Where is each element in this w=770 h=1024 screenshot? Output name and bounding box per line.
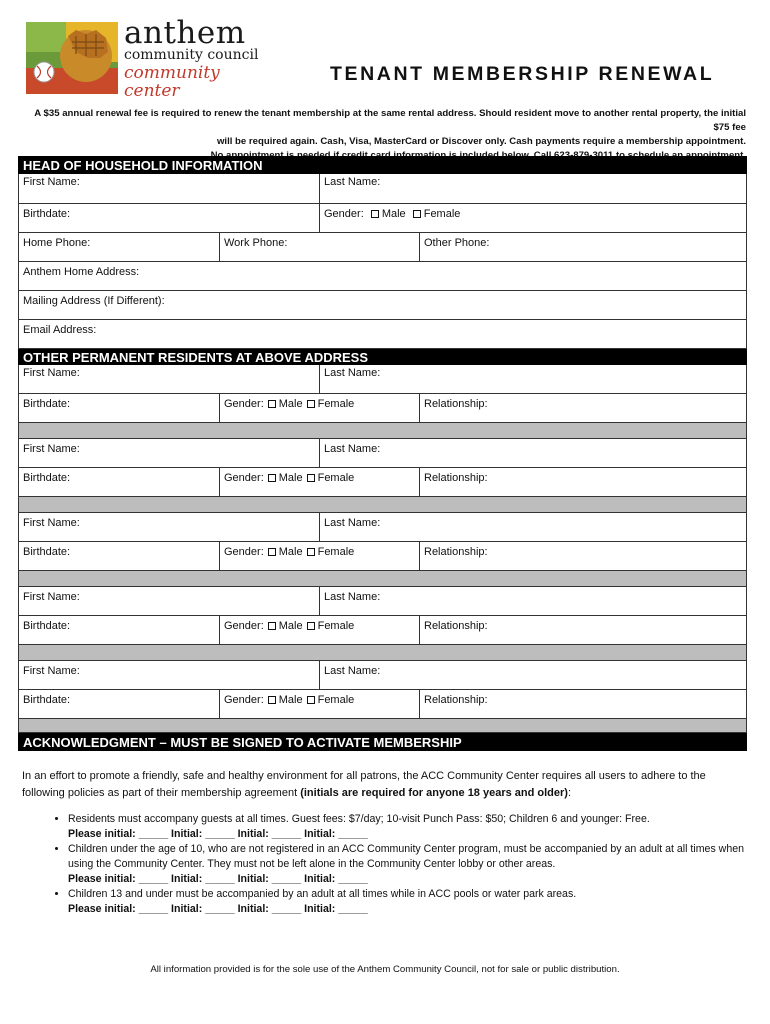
membership-form <box>18 156 747 751</box>
resident-name-row <box>18 513 747 542</box>
acknowledgment-section <box>22 768 748 917</box>
resident-last-name-field[interactable]: Last Name: <box>319 439 746 467</box>
male-checkbox[interactable] <box>268 400 276 408</box>
resident-relationship-field[interactable]: Relationship: <box>419 468 746 496</box>
mailing-address-field[interactable]: Mailing Address (If Different): <box>23 295 165 307</box>
resident-gender-field: Gender: Male Female <box>219 616 419 644</box>
email-field[interactable]: Email Address: <box>23 324 97 336</box>
other-phone-field[interactable]: Other Phone: <box>419 233 746 261</box>
home-phone-field[interactable]: Home Phone: <box>23 237 91 249</box>
resident-last-name-field[interactable]: Last Name: <box>319 587 746 615</box>
intro-line-2: will be required again. Cash, Visa, MasterCard or Discover only. Cash payments require a membership appointment. <box>216 136 746 147</box>
female-checkbox[interactable] <box>307 548 315 556</box>
mailing-address-row <box>18 291 747 320</box>
head-phone-row <box>18 233 747 262</box>
male-checkbox[interactable] <box>371 210 379 218</box>
ack-intro: In an effort to promote a friendly, safe and healthy environment for all patrons, the ACC Community Center requires all users to adhere to the following policies as part of their membership agreement (initials are required for anyone 18 years and older): <box>22 770 706 799</box>
resident-separator <box>18 571 747 587</box>
male-checkbox[interactable] <box>268 548 276 556</box>
resident-first-name-field[interactable]: First Name: <box>23 517 80 529</box>
initials-field[interactable]: Please initial: _____ Initial: _____ Initial: _____ Initial: _____ <box>68 828 368 840</box>
female-checkbox[interactable] <box>307 622 315 630</box>
intro-notice <box>16 107 746 163</box>
resident-gender-field: Gender: Male Female <box>219 394 419 422</box>
resident-last-name-field[interactable]: Last Name: <box>319 365 746 393</box>
female-checkbox[interactable] <box>307 474 315 482</box>
email-row <box>18 320 747 349</box>
resident-detail-row <box>18 468 747 497</box>
head-birthdate-field[interactable]: Birthdate: <box>23 208 71 220</box>
resident-relationship-field[interactable]: Relationship: <box>419 690 746 718</box>
resident-birthdate-field[interactable]: Birthdate: <box>23 620 71 632</box>
head-last-name-field[interactable]: Last Name: <box>319 174 746 203</box>
resident-relationship-field[interactable]: Relationship: <box>419 394 746 422</box>
resident-first-name-field[interactable]: First Name: <box>23 591 80 603</box>
initials-field[interactable]: Please initial: _____ Initial: _____ Initial: _____ Initial: _____ <box>68 903 368 915</box>
resident-separator <box>18 719 747 733</box>
head-name-row <box>18 174 747 204</box>
resident-birthdate-field[interactable]: Birthdate: <box>23 694 71 706</box>
head-of-household-header: HEAD OF HOUSEHOLD INFORMATION <box>18 156 747 174</box>
resident-gender-field: Gender: Male Female <box>219 468 419 496</box>
resident-relationship-field[interactable]: Relationship: <box>419 542 746 570</box>
home-address-field[interactable]: Anthem Home Address: <box>23 266 140 278</box>
resident-name-row <box>18 661 747 690</box>
resident-separator <box>18 645 747 661</box>
resident-detail-row <box>18 690 747 719</box>
logo-anthem: anthem <box>124 15 246 51</box>
baseball-glove-logo-icon <box>26 22 118 94</box>
resident-birthdate-field[interactable]: Birthdate: <box>23 398 71 410</box>
resident-name-row <box>18 439 747 468</box>
policy-item: • Residents must accompany guests at all times. Guest fees: $7/day; 10-visit Punch Pass: $50; Children 6 and younger: Free. Please initial: _____ Initial: _____ Initial: _____ Initial: _____ <box>68 812 748 842</box>
resident-detail-row <box>18 616 747 645</box>
female-checkbox[interactable] <box>307 696 315 704</box>
logo <box>26 15 262 101</box>
resident-birthdate-field[interactable]: Birthdate: <box>23 472 71 484</box>
other-residents-header: OTHER PERMANENT RESIDENTS AT ABOVE ADDRESS <box>18 349 747 365</box>
footer-disclaimer: All information provided is for the sole use of the Anthem Community Council, not for sale or public distribution. <box>150 964 620 975</box>
head-gender-field: Gender: Male Female <box>319 204 746 232</box>
female-checkbox[interactable] <box>307 400 315 408</box>
acknowledgment-header: ACKNOWLEDGMENT – MUST BE SIGNED TO ACTIVATE MEMBERSHIP <box>18 733 747 751</box>
resident-gender-field: Gender: Male Female <box>219 542 419 570</box>
logo-community-council: community council <box>124 47 259 63</box>
intro-line-1: A $35 annual renewal fee is required to renew the tenant membership at the same rental address. Should resident move to another rental property, the initial $75 fee <box>34 108 746 133</box>
female-checkbox[interactable] <box>413 210 421 218</box>
policy-item: • Children 13 and under must be accompanied by an adult at all times while in ACC pools or water park areas. Please initial: _____ Initial: _____ Initial: _____ Initial: _____ <box>68 887 748 917</box>
resident-detail-row <box>18 394 747 423</box>
resident-separator <box>18 497 747 513</box>
policy-list <box>22 812 748 917</box>
male-checkbox[interactable] <box>268 696 276 704</box>
page-title: TENANT MEMBERSHIP RENEWAL <box>330 63 715 85</box>
head-first-name-field[interactable]: First Name: <box>23 176 80 188</box>
resident-birthdate-field[interactable]: Birthdate: <box>23 546 71 558</box>
resident-gender-field: Gender: Male Female <box>219 690 419 718</box>
resident-first-name-field[interactable]: First Name: <box>23 367 80 379</box>
resident-name-row <box>18 587 747 616</box>
resident-separator <box>18 423 747 439</box>
resident-last-name-field[interactable]: Last Name: <box>319 661 746 689</box>
logo-community-center: community center <box>124 63 220 101</box>
work-phone-field[interactable]: Work Phone: <box>219 233 419 261</box>
home-address-row <box>18 262 747 291</box>
male-checkbox[interactable] <box>268 622 276 630</box>
resident-list <box>18 365 747 733</box>
resident-last-name-field[interactable]: Last Name: <box>319 513 746 541</box>
male-checkbox[interactable] <box>268 474 276 482</box>
resident-detail-row <box>18 542 747 571</box>
head-birth-row <box>18 204 747 233</box>
initials-field[interactable]: Please initial: _____ Initial: _____ Initial: _____ Initial: _____ <box>68 873 368 885</box>
policy-item: • Children under the age of 10, who are not registered in an ACC Community Center program, must be accompanied by an adult at all times when using the Community Center. They must not be left alone in the Community Center lobby or other areas. Please initial: _____ Initial: _____ Initial: _____ Initial: _____ <box>68 842 748 887</box>
resident-relationship-field[interactable]: Relationship: <box>419 616 746 644</box>
resident-name-row <box>18 365 747 394</box>
resident-first-name-field[interactable]: First Name: <box>23 665 80 677</box>
resident-first-name-field[interactable]: First Name: <box>23 443 80 455</box>
